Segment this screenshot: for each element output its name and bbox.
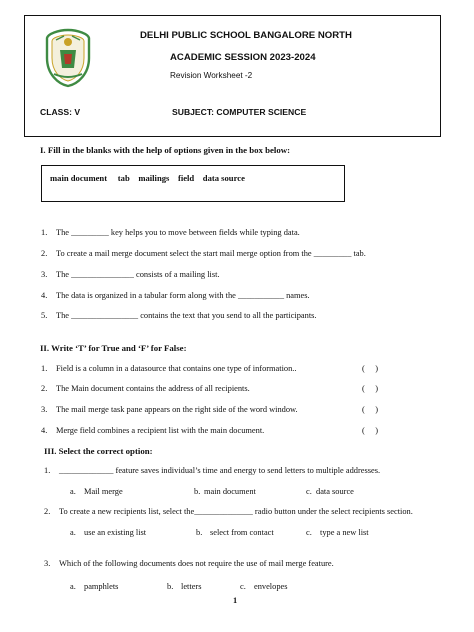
options-box bbox=[41, 165, 345, 202]
option-b: select from contact bbox=[210, 528, 274, 537]
answer-bracket: ( ) bbox=[362, 384, 379, 393]
section2-heading: II. Write ‘T’ for True and ‘F’ for False: bbox=[40, 343, 187, 353]
subject-label: SUBJECT: COMPUTER SCIENCE bbox=[172, 107, 307, 117]
option-c: data source bbox=[316, 487, 354, 496]
school-name: DELHI PUBLIC SCHOOL BANGALORE NORTH bbox=[140, 30, 352, 41]
academic-session: ACADEMIC SESSION 2023-2024 bbox=[170, 52, 316, 63]
answer-bracket: ( ) bbox=[362, 426, 379, 435]
class-label: CLASS: V bbox=[40, 107, 81, 117]
option-c: type a new list bbox=[320, 528, 369, 537]
option-b: main document bbox=[204, 487, 256, 496]
option-c: envelopes bbox=[254, 582, 288, 591]
options-list: main document tab mailings field data source bbox=[50, 173, 245, 183]
school-crest-icon bbox=[44, 28, 92, 90]
page-number: 1 bbox=[233, 596, 238, 605]
answer-bracket: ( ) bbox=[362, 364, 379, 373]
worksheet-title: Revision Worksheet -2 bbox=[170, 71, 253, 80]
answer-bracket: ( ) bbox=[362, 405, 379, 414]
option-b: letters bbox=[181, 582, 202, 591]
section3-heading: III. Select the correct option: bbox=[44, 446, 153, 456]
option-a: Mail merge bbox=[84, 487, 123, 496]
option-a: pamphlets bbox=[84, 582, 119, 591]
section1-heading: I. Fill in the blanks with the help of options given in the box below: bbox=[40, 145, 291, 155]
option-a: use an existing list bbox=[84, 528, 147, 537]
